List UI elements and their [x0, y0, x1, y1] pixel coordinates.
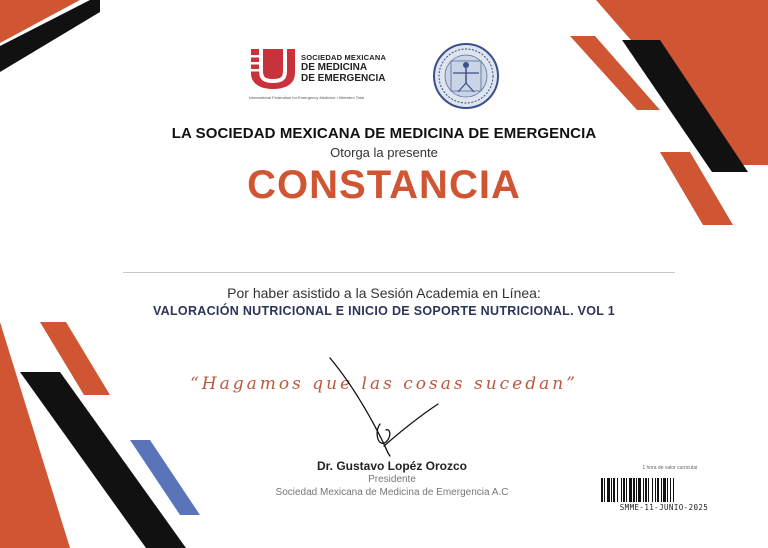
- vitruvian-seal-icon: [433, 43, 499, 109]
- issuing-organization: LA SOCIEDAD MEXICANA DE MEDICINA DE EMERGENCIA: [171, 125, 597, 142]
- signatory-role: Presidente: [368, 474, 416, 485]
- certificate-title: CONSTANCIA: [247, 163, 521, 207]
- signatory-name: Dr. Gustavo Lopéz Orozco: [316, 459, 468, 473]
- curricular-hours: 1 hora de valor curricular: [642, 465, 698, 471]
- logo-line-3: DE EMERGENCIA: [301, 73, 386, 84]
- smme-logo-text: [301, 53, 386, 84]
- attendance-reason: Por haber asistido a la Sesión Academia en Línea:: [227, 285, 541, 301]
- logo-line-2: DE MEDICINA: [301, 62, 368, 73]
- signature-icon: [320, 352, 450, 462]
- signatory-organization: Sociedad Mexicana de Medicina de Emergencia A.C: [275, 487, 509, 498]
- divider: [123, 272, 675, 273]
- logo-tagline: International Federation for Emergency Medicine • Miembro Total: [249, 95, 365, 100]
- logo-line-1: SOCIEDAD MEXICANA: [301, 53, 387, 62]
- certificate-code: SMME-11-JUNIO-2025: [619, 503, 709, 512]
- smme-u-icon: [249, 47, 297, 89]
- grants-line: Otorga la presente: [330, 145, 438, 160]
- motto: “Hagamos que las cosas sucedan”: [190, 374, 578, 394]
- barcode-icon: [600, 478, 728, 502]
- smme-logo: [249, 45, 389, 105]
- session-title: VALORACIÓN NUTRICIONAL E INICIO DE SOPORTE NUTRICIONAL. VOL 1: [152, 304, 616, 318]
